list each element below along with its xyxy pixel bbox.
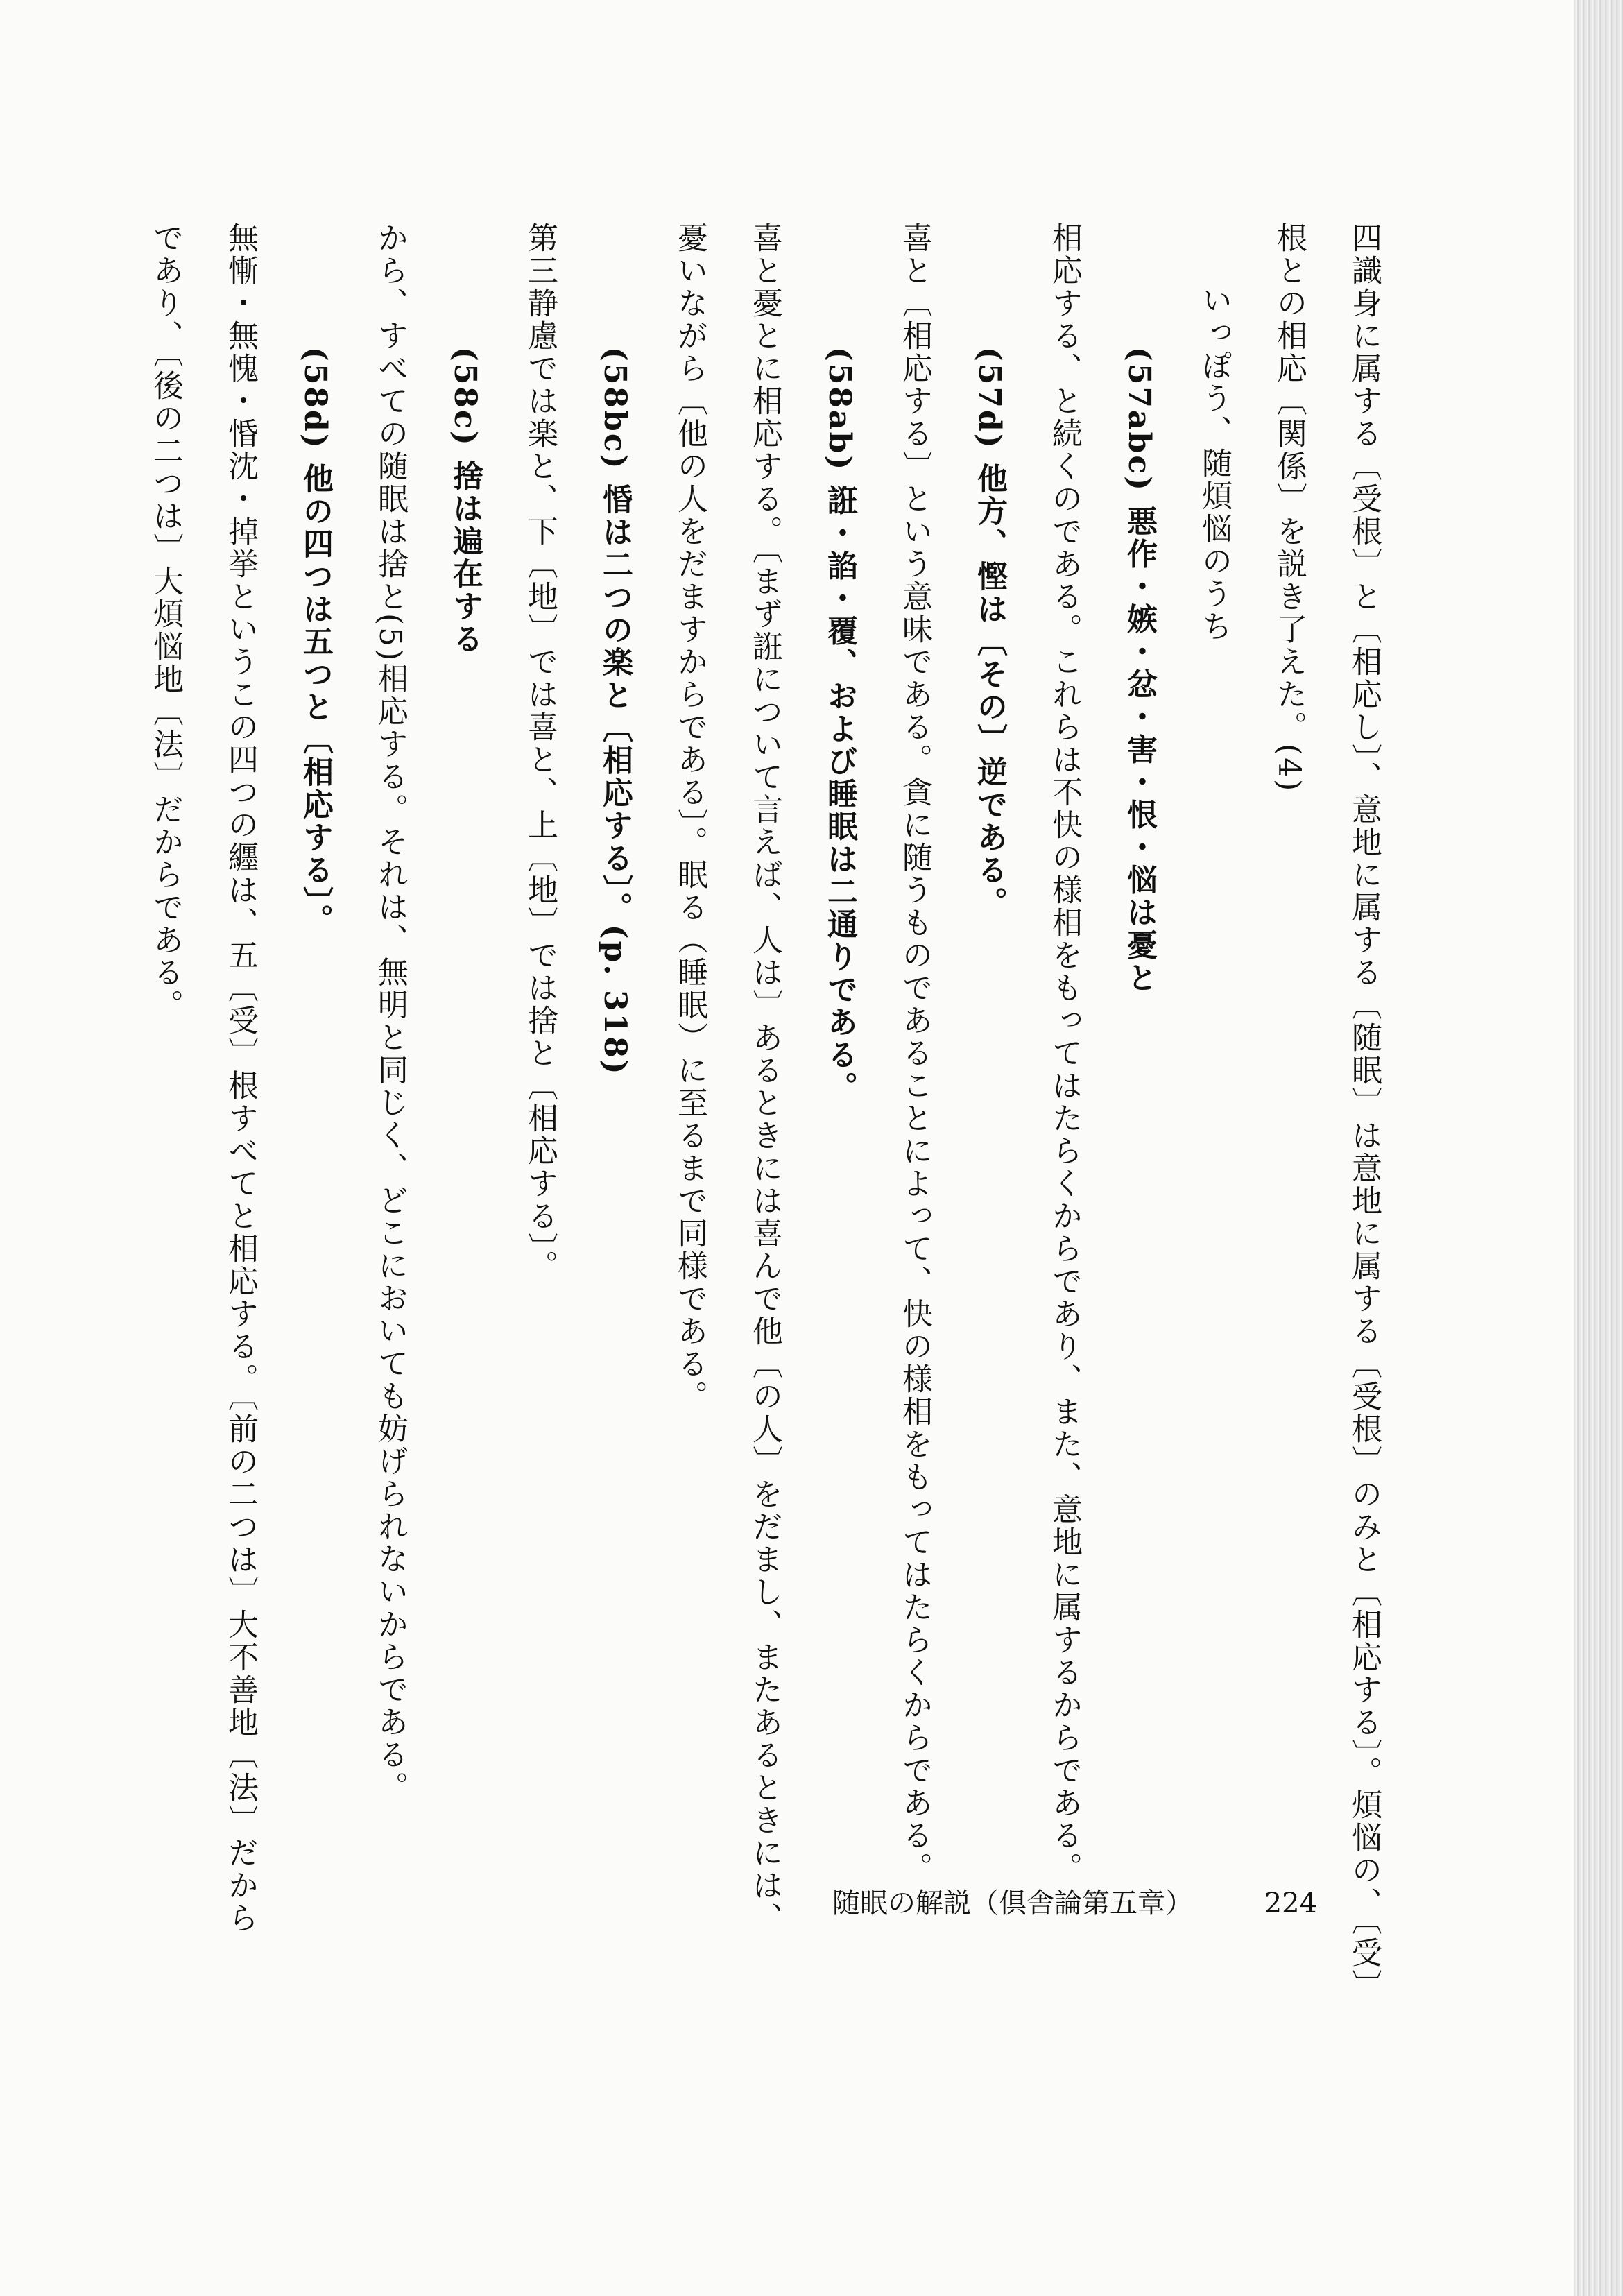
vertical-text-block — [128, 222, 1401, 2002]
text-line-7: 喜と〔相応する〕という意味である。貪に随うものであることによって、快の様相をもってはたらくからである。 — [897, 222, 932, 1885]
text-line-17: であり、〔後の二つは〕大煩悩地〔法〕だからである。 — [148, 222, 183, 1022]
page-footer — [832, 1881, 1359, 1921]
text-line-9: 喜と憂とに相応する。〔まず誑について言えば、人は〕あるときには喜んで他〔の人〕をだまし、またあるときには、 — [747, 222, 782, 1935]
text-line-2: 根との相応〔関係〕を説き了えた。(4) — [1271, 222, 1307, 794]
text-line-5: 相応する、と続くのである。これらは不快の様相をもってはたらくからであり、また、意地に属するからである。 — [1047, 222, 1082, 1885]
verse-57d: (57d) 他方、慳は〔その〕逆である。 — [972, 347, 1007, 919]
text-line-14: から、すべての随眠は捨と(5)相応する。それは、無明と同じく、どこにおいても妨げられないからである。 — [372, 222, 408, 1804]
verse-57abc: (57abc) 悪作・嫉・忿・害・恨・悩は憂と — [1122, 347, 1157, 995]
text-line-1: 四識身に属する〔受根〕と〔相応し〕、意地に属する〔随眠〕は意地に属する〔受根〕のみと〔相応する〕。煩悩の、〔受〕 — [1346, 222, 1382, 2002]
text-line-16: 無慚・無愧・惛沈・掉挙というこの四つの纒は、五〔受〕根すべてと相応する。〔前の二つは〕大不善地〔法〕だから — [223, 222, 258, 1935]
text-line-12: 第三静慮では楽と、下〔地〕では喜と、上〔地〕では捨と〔相応する〕。 — [522, 222, 558, 1283]
verse-58d: (58d) 他の四つは五つと〔相応する〕。 — [298, 347, 333, 936]
running-chapter-title: 随眠の解説（倶舎論第五章） — [832, 1887, 1193, 1919]
text-line-10: 憂いながら〔他の人をだますからである〕。眠る（睡眠）に至るまで同様である。 — [672, 222, 707, 1413]
verse-58c: (58c) 捨は遍在する — [447, 347, 483, 656]
verse-58ab: (58ab) 誑・諂・覆、および睡眠は二通りである。 — [822, 347, 857, 1104]
binding-edge — [1574, 0, 1623, 2296]
verse-58bc: (58bc) 惛は二つの楽と〔相応する〕。(p. 318) — [597, 347, 633, 1077]
page-number: 224 — [1264, 1887, 1318, 1919]
text-line-3: いっぽう、随煩悩のうち — [1196, 284, 1232, 643]
